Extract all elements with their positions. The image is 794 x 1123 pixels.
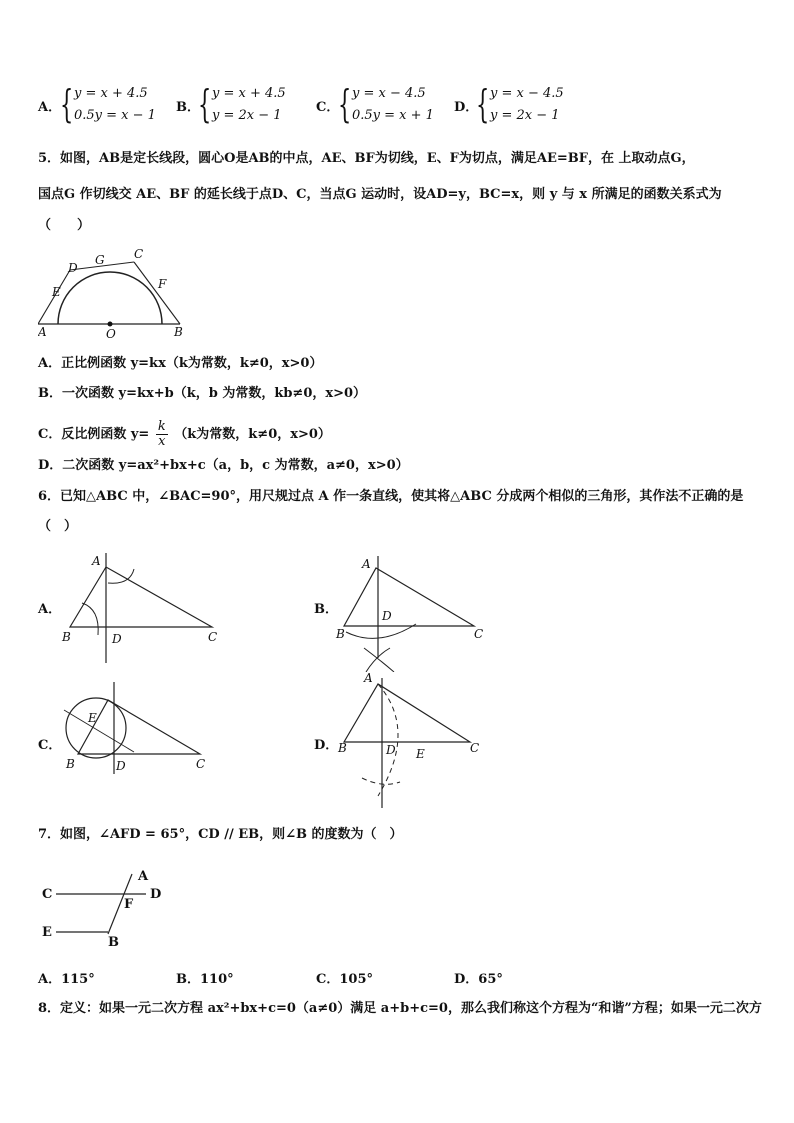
brace: { [60,82,74,126]
svg-text:A: A [92,554,101,568]
option-label: C． [316,100,340,115]
semicircle [58,272,162,324]
svg-text:B: B [336,627,345,641]
center-point [108,322,113,327]
equation: y = x + 4.5 [74,86,148,101]
q7-stem: 7．如图，∠AFD = 65°，CD // EB，则∠B 的度数为（ ） [38,827,403,842]
q5-option-b: B．一次函数 y=kx+b（k，b 为常数，kb≠0，x>0） [38,386,367,401]
svg-text:A: A [362,557,371,571]
q6-paren: （ ） [38,519,78,534]
equation: y = x − 4.5 [352,86,426,101]
label-b: B [174,325,183,339]
brace: { [198,82,212,126]
svg-text:C: C [208,630,218,644]
q6-figure-c [60,680,220,775]
svg-text:C: C [196,757,206,771]
svg-text:D: D [386,743,396,757]
svg-text:B: B [338,741,347,755]
tangent-bc [134,262,180,324]
equation: y = x + 4.5 [212,86,286,101]
q7-option-c: C．105° [316,972,373,987]
q8-stem: 8．定义：如果一元二次方程 ax²+bx+c=0（a≠0）满足 a+b+c=0，那么我们称这个方程为“和谐”方程；如果一元二次方 [38,1001,762,1016]
svg-text:B: B [108,935,119,950]
label-g: G [95,253,105,267]
svg-text:E: E [416,747,425,761]
numerator: k [157,419,166,434]
q5-option-c [38,420,331,449]
q4-option-c [316,82,456,130]
q4-option-b [176,82,306,130]
q5-stem-line2: 国点G 作切线交 AE、BF 的延长线于点D、C，当点G 运动时，设AD=y，BC=x，则 y 与 x 所满足的函数关系式为 [38,187,722,202]
brace: { [338,82,352,126]
label-f: F [158,277,167,291]
svg-text:D: D [112,632,122,646]
q5-option-d: D．二次函数 y=ax²+bx+c（a，b，c 为常数，a≠0，x>0） [38,458,409,473]
svg-text:C: C [474,627,484,641]
svg-text:F: F [124,897,134,912]
label-e: E [52,285,61,299]
equation: y = 2x − 1 [490,108,560,123]
option-label: B． [176,100,200,115]
denominator: x [158,434,166,449]
svg-text:A: A [138,869,149,884]
q6-stem: 6．已知△ABC 中，∠BAC=90°，用尺规过点 A 作一条直线，使其将△ABC 分成两个相似的三角形，其作法不正确的是 [38,489,744,504]
svg-text:A: A [364,671,373,685]
q6-option-a-label: A． [38,602,62,617]
q6-figure-a [60,545,230,665]
q7-figure [38,866,178,952]
label-a: A [38,325,47,339]
svg-text:E: E [42,925,52,940]
fraction [156,420,168,449]
q5-figure [38,248,188,340]
q6-option-c-label: C． [38,738,62,753]
option-label: A． [38,100,62,115]
option-tail: （k为常数，k≠0，x>0） [174,427,331,442]
q5-option-a: A．正比例函数 y=kx（k为常数，k≠0，x>0） [38,356,323,371]
q6-figure-d [334,670,494,810]
q6-option-d-label: D． [314,738,339,753]
svg-text:D: D [150,887,162,902]
q5-stem-line1: 5．如图，AB是定长线段，圆心O是AB的中点，AE、BF为切线，E、F为切点，满足AE=BF，在 上取动点G， [38,151,695,166]
equation: y = 2x − 1 [212,108,282,123]
label-c: C [134,248,144,261]
q7-option-b: B．110° [176,972,234,987]
q7-option-d: D．65° [454,972,503,987]
equation: 0.5y = x + 1 [352,108,434,123]
q6-figure-b [334,548,494,672]
q5-paren: （ ） [38,218,91,233]
label-d: D [68,261,78,275]
equation: 0.5y = x − 1 [74,108,156,123]
svg-text:C: C [42,887,53,902]
svg-text:D: D [382,609,392,623]
svg-text:B: B [66,757,75,771]
q7-option-a: A．115° [38,972,95,987]
equation: y = x − 4.5 [490,86,564,101]
q4-option-d [454,82,584,130]
label-o: O [106,327,116,340]
q4-option-a [38,82,178,130]
brace: { [476,82,490,126]
svg-text:D: D [116,759,126,773]
svg-text:C: C [470,741,480,755]
option-text: C．反比例函数 y= [38,427,150,442]
option-label: D． [454,100,479,115]
svg-text:B: B [62,630,71,644]
svg-text:E: E [88,711,97,725]
q6-option-b-label: B． [314,602,338,617]
